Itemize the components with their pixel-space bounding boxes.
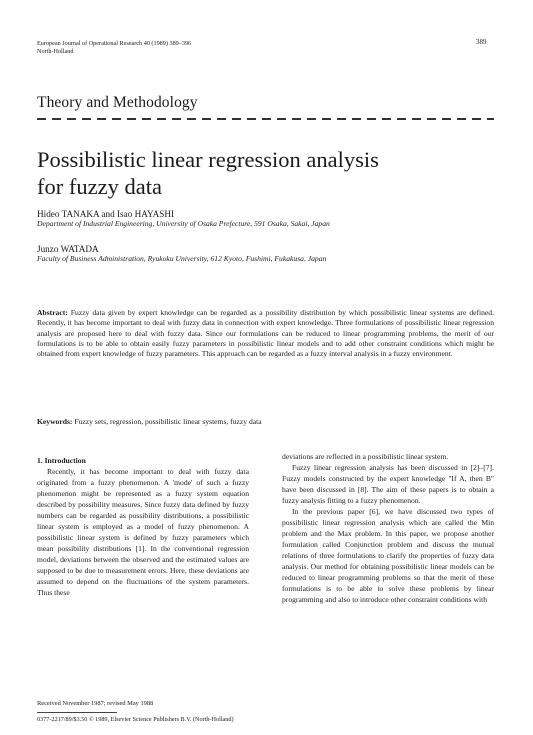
section-label: Theory and Methodology (37, 94, 198, 111)
title-line-1: Possibilistic linear regression analysis (37, 147, 379, 172)
abstract (37, 308, 494, 359)
abstract-text: Fuzzy data given by expert knowledge can be regarded as a possibility distribution by which possibilistic linear systems are defined. Recently, it has become important to deal with fuzzy data in connection with expert knowledge. Three formulations of possibilistic linear regression analysis are proposed here to deal with fuzzy data. Since our formulations can be reduced to linear programming problems, the merit of our formulations is to be able to obtain easily fuzzy parameters in possibilistic linear models and to add other constraint conditions which might be obtained from expert knowledge of fuzzy parameters. This approach can be regarded as a fuzzy interval analysis in a fuzzy environment. (37, 308, 494, 359)
author-names-1: Hideo TANAKA and Isao HAYASHI (37, 209, 175, 219)
keywords-label: Keywords: (37, 417, 73, 426)
copyright-line: 0377-2217/89/$3.50 © 1989, Elsevier Science Publishers B.V. (North-Holland) (37, 716, 234, 723)
author-block (37, 209, 330, 263)
abstract-label: Abstract: (37, 308, 68, 317)
title-line-2: for fuzzy data (37, 174, 162, 199)
dashed-divider (37, 118, 494, 120)
footnote-rule (37, 712, 117, 713)
column-right (282, 451, 494, 605)
publisher-line: North-Holland (37, 48, 74, 55)
keywords (37, 417, 494, 426)
column-left (37, 455, 249, 598)
received-date: Received November 1987; revised May 1988 (37, 700, 154, 707)
journal-reference (37, 40, 337, 56)
intro-paragraph-continued: deviations are reflected in a possibilistic linear system. (282, 452, 449, 461)
intro-paragraph-3: In the previous paper [6], we have discussed two types of possibilistic linear regression analysis which are called the Min problem and the Max problem. In this paper, we propose another formulation called Conjunction problem and discuss the mutual relations of three formulations to clarify the properties of fuzzy data analysis. Our method for obtaining possibilistic linear models can be reduced to linear programming problems so that the merit of these formulations is to be able to solve these problems by linear programming and also to introduce other constraint conditions with (282, 507, 494, 604)
intro-paragraph-1: Recently, it has become important to deal with fuzzy data originated from a fuzzy phenomenon. A 'mode' of such a fuzzy phenomenon might be represented as a fuzzy system equation described by possibility measures. Since fuzzy data defined by fuzzy numbers can be regarded as possibility distributions, a possibilistic linear system is employed as a model of fuzzy phenomenon. A possibilistic linear system is defined by fuzzy parameters which mean possibility distributions [1]. In the conventional regression model, deviations between the observed and the estimated values are supposed to be due to measurement errors. Here, these deviations are assumed to depend on the fluctuations of the system parameters. Thus these (37, 467, 249, 597)
intro-heading: 1. Introduction (37, 456, 86, 465)
author-names-2: Junzo WATADA (37, 244, 99, 254)
affiliation-2: Faculty of Business Administration, Ryukoku University, 612 Kyoto, Fushimi, Fukakusa, Japan (37, 254, 327, 263)
affiliation-1: Department of Industrial Engineering, University of Osaka Prefecture, 591 Osaka, Sakai, Japan (37, 219, 330, 228)
paper-title (37, 146, 457, 200)
intro-paragraph-2: Fuzzy linear regression analysis has been discussed in [2]–[7]. Fuzzy models constructed by the expert knowledge "If A, then B" have been discussed in [8]. The aim of these papers is to obtain a fuzzy analysis fitting to a fuzzy phenomenon. (282, 463, 494, 505)
keywords-text: Fuzzy sets, regression, possibilistic linear systems, fuzzy data (74, 417, 262, 426)
journal-citation: European Journal of Operational Research 40 (1989) 389–396 (37, 40, 192, 47)
page-number: 389 (476, 38, 487, 46)
